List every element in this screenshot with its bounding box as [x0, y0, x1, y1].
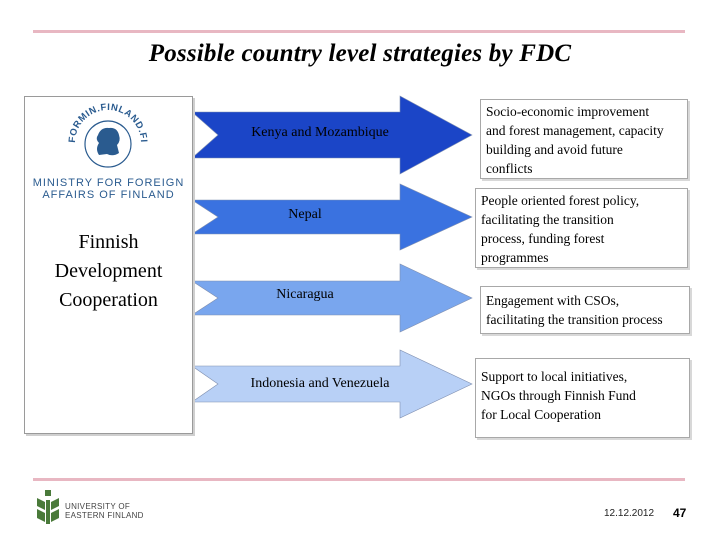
strategy-box-nepal	[475, 188, 688, 268]
fdc-line-2: Development	[54, 260, 163, 282]
ministry-name	[25, 177, 192, 201]
ministry-line-2: AFFAIRS OF FINLAND	[42, 189, 175, 201]
uef-name	[65, 503, 144, 520]
strategy-line: conflicts	[486, 161, 533, 176]
fdc-line-1: Finnish	[78, 231, 139, 253]
fdc-name	[25, 228, 192, 315]
uef-line-2: EASTERN FINLAND	[65, 510, 144, 520]
strategy-line: building and avoid future	[486, 142, 623, 157]
lion-icon	[97, 128, 120, 155]
strategy-line: People oriented forest policy,	[481, 193, 640, 208]
fdc-panel	[24, 96, 193, 434]
footer-date: 12.12.2012	[604, 508, 655, 519]
strategy-line: NGOs through Finnish Fund	[481, 388, 636, 403]
strategy-line: for Local Cooperation	[481, 407, 601, 422]
strategy-line: facilitating the transition process	[486, 312, 663, 327]
strategy-line: programmes	[481, 250, 549, 265]
arrow-label-kenya-mozambique: Kenya and Mozambique	[251, 125, 389, 140]
strategy-line: and forest management, capacity	[486, 123, 664, 138]
strategy-box-nicaragua	[480, 286, 690, 334]
strategy-line: facilitating the transition	[481, 212, 614, 227]
ministry-logo	[25, 97, 192, 177]
page-number: 47	[673, 506, 687, 520]
arrow-label-nicaragua: Nicaragua	[276, 287, 334, 302]
strategy-line: Engagement with CSOs,	[486, 293, 620, 308]
arrow-label-indonesia-venezuela: Indonesia and Venezuela	[250, 376, 390, 391]
fdc-line-3: Cooperation	[59, 289, 158, 311]
strategy-box-kenya-mozambique	[480, 99, 688, 179]
strategy-line: process, funding forest	[481, 231, 605, 246]
strategy-line: Support to local initiatives,	[481, 369, 628, 384]
logo-ring-text: FORMIN.FINLAND.FI	[66, 101, 150, 144]
uef-line-1: UNIVERSITY OF	[65, 502, 131, 511]
page-title: Possible country level strategies by FDC	[148, 40, 572, 67]
uef-logo-icon	[34, 488, 62, 526]
ministry-line-1: MINISTRY FOR FOREIGN	[32, 177, 185, 189]
strategy-box-indonesia-venezuela	[475, 358, 690, 438]
strategy-line: Socio-economic improvement	[486, 104, 650, 119]
arrow-label-nepal: Nepal	[288, 207, 322, 222]
